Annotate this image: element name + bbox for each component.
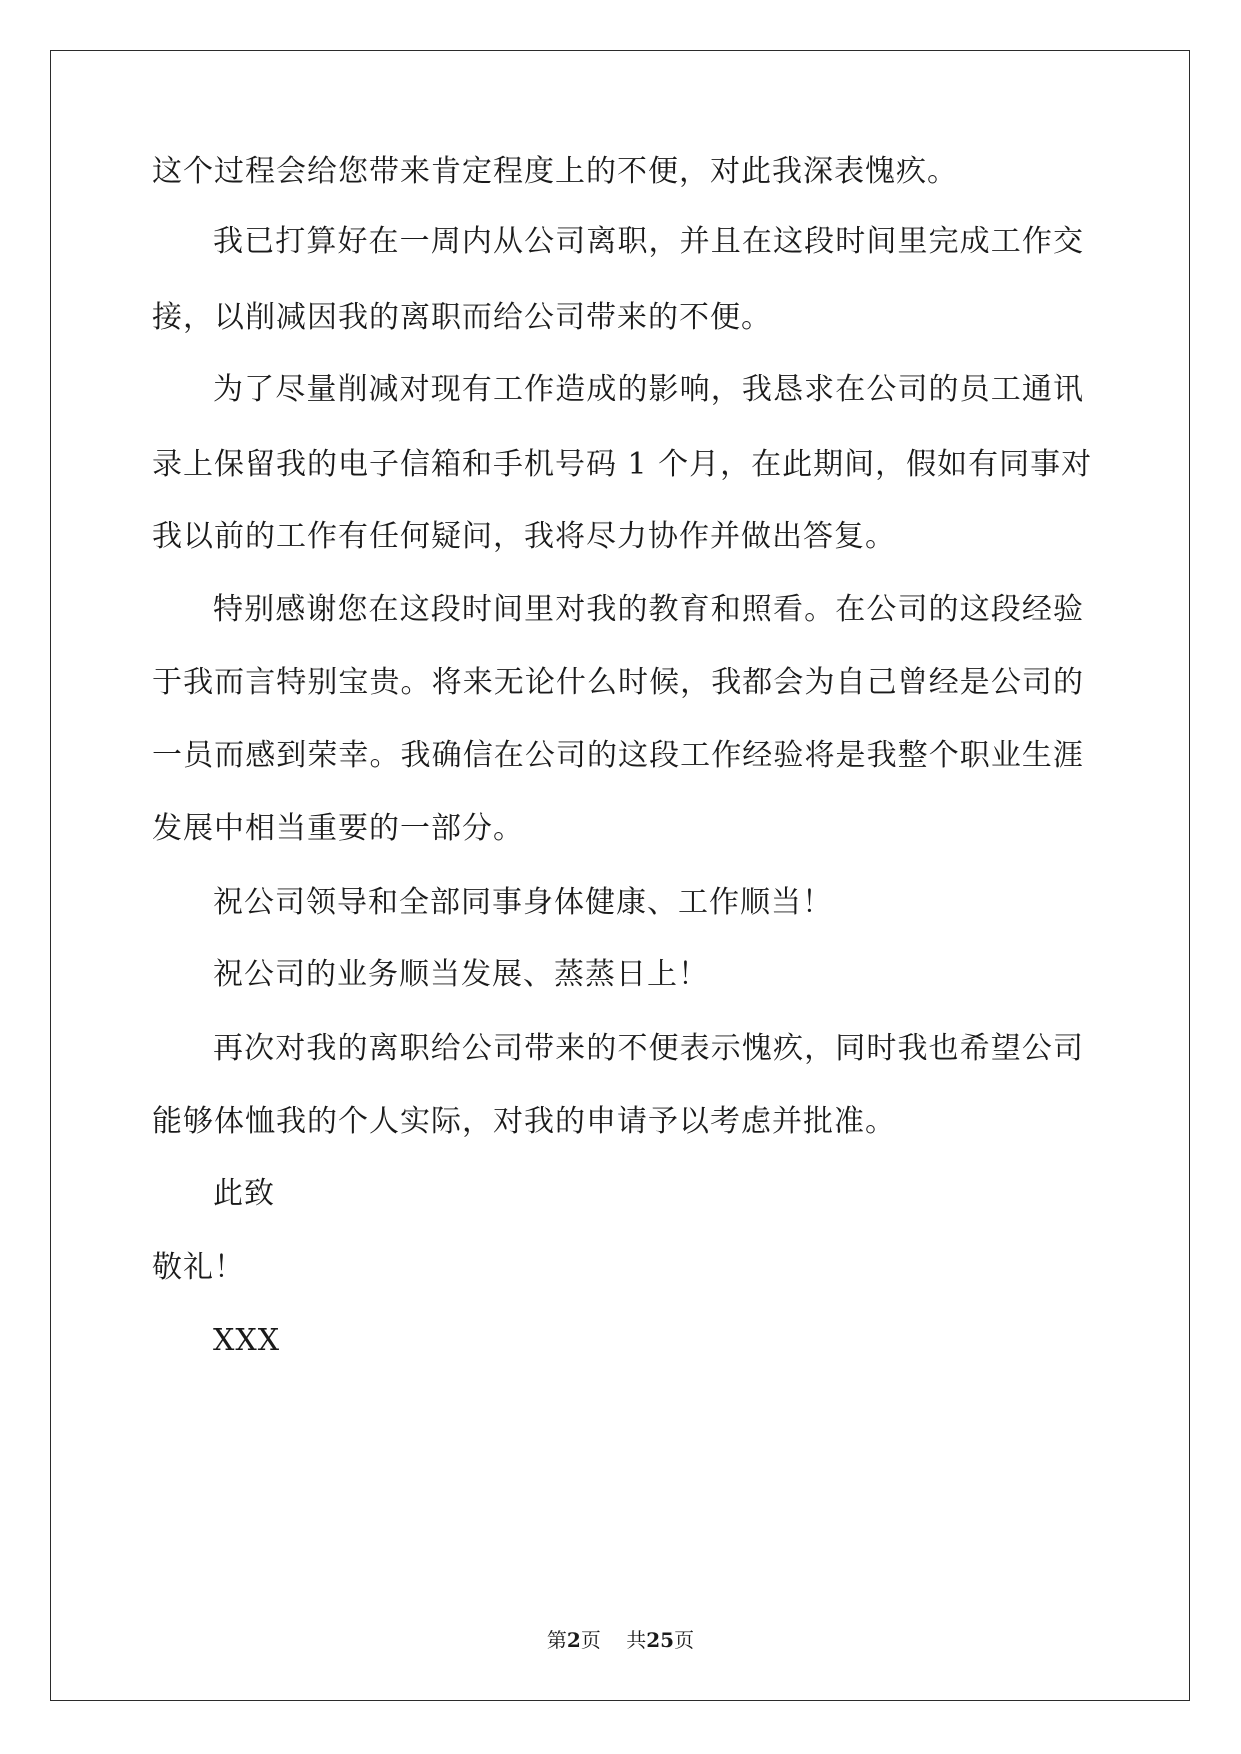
text-line-13: 再次对我的离职给公司带来的不便表示愧疚，同时我也希望公司	[213, 1031, 1084, 1066]
salutation-line: 敬礼！	[152, 1250, 245, 1285]
signature-line: XXX	[213, 1323, 281, 1358]
text-line-12: 祝公司的业务顺当发展、蒸蒸日上！	[213, 957, 709, 992]
text-line-10: 发展中相当重要的一部分。	[152, 811, 524, 846]
footer-page-number: 2	[566, 1628, 581, 1652]
text-line-1: 这个过程会给您带来肯定程度上的不便，对此我深表愧疚。	[152, 154, 958, 189]
footer-page-prefix: 第	[546, 1628, 567, 1652]
text-line-2: 我已打算好在一周内从公司离职，并且在这段时间里完成工作交	[213, 224, 1084, 259]
text-line-14: 能够体恤我的个人实际，对我的申请予以考虑并批准。	[152, 1104, 896, 1139]
footer-total-pages: 25	[646, 1628, 675, 1652]
closing-line: 此致	[213, 1176, 275, 1211]
text-line-11: 祝公司领导和全部同事身体健康、工作顺当！	[213, 885, 833, 920]
footer-total-prefix: 共	[626, 1628, 647, 1652]
text-line-9: 一员而感到荣幸。我确信在公司的这段工作经验将是我整个职业生涯	[152, 738, 1084, 773]
footer-total-suffix: 页	[674, 1628, 695, 1652]
page-footer	[0, 1627, 1241, 1653]
text-line-3: 接，以削减因我的离职而给公司带来的不便。	[152, 300, 772, 335]
text-line-5: 录上保留我的电子信箱和手机号码 1 个月，在此期间，假如有同事对	[152, 447, 1093, 482]
footer-page-suffix: 页	[580, 1628, 601, 1652]
text-line-4: 为了尽量削减对现有工作造成的影响，我恳求在公司的员工通讯	[213, 372, 1084, 407]
text-line-8: 于我而言特别宝贵。将来无论什么时候，我都会为自己曾经是公司的	[152, 665, 1084, 700]
text-line-6: 我以前的工作有任何疑问，我将尽力协作并做出答复。	[152, 519, 896, 554]
text-line-7: 特别感谢您在这段时间里对我的教育和照看。在公司的这段经验	[213, 592, 1084, 627]
